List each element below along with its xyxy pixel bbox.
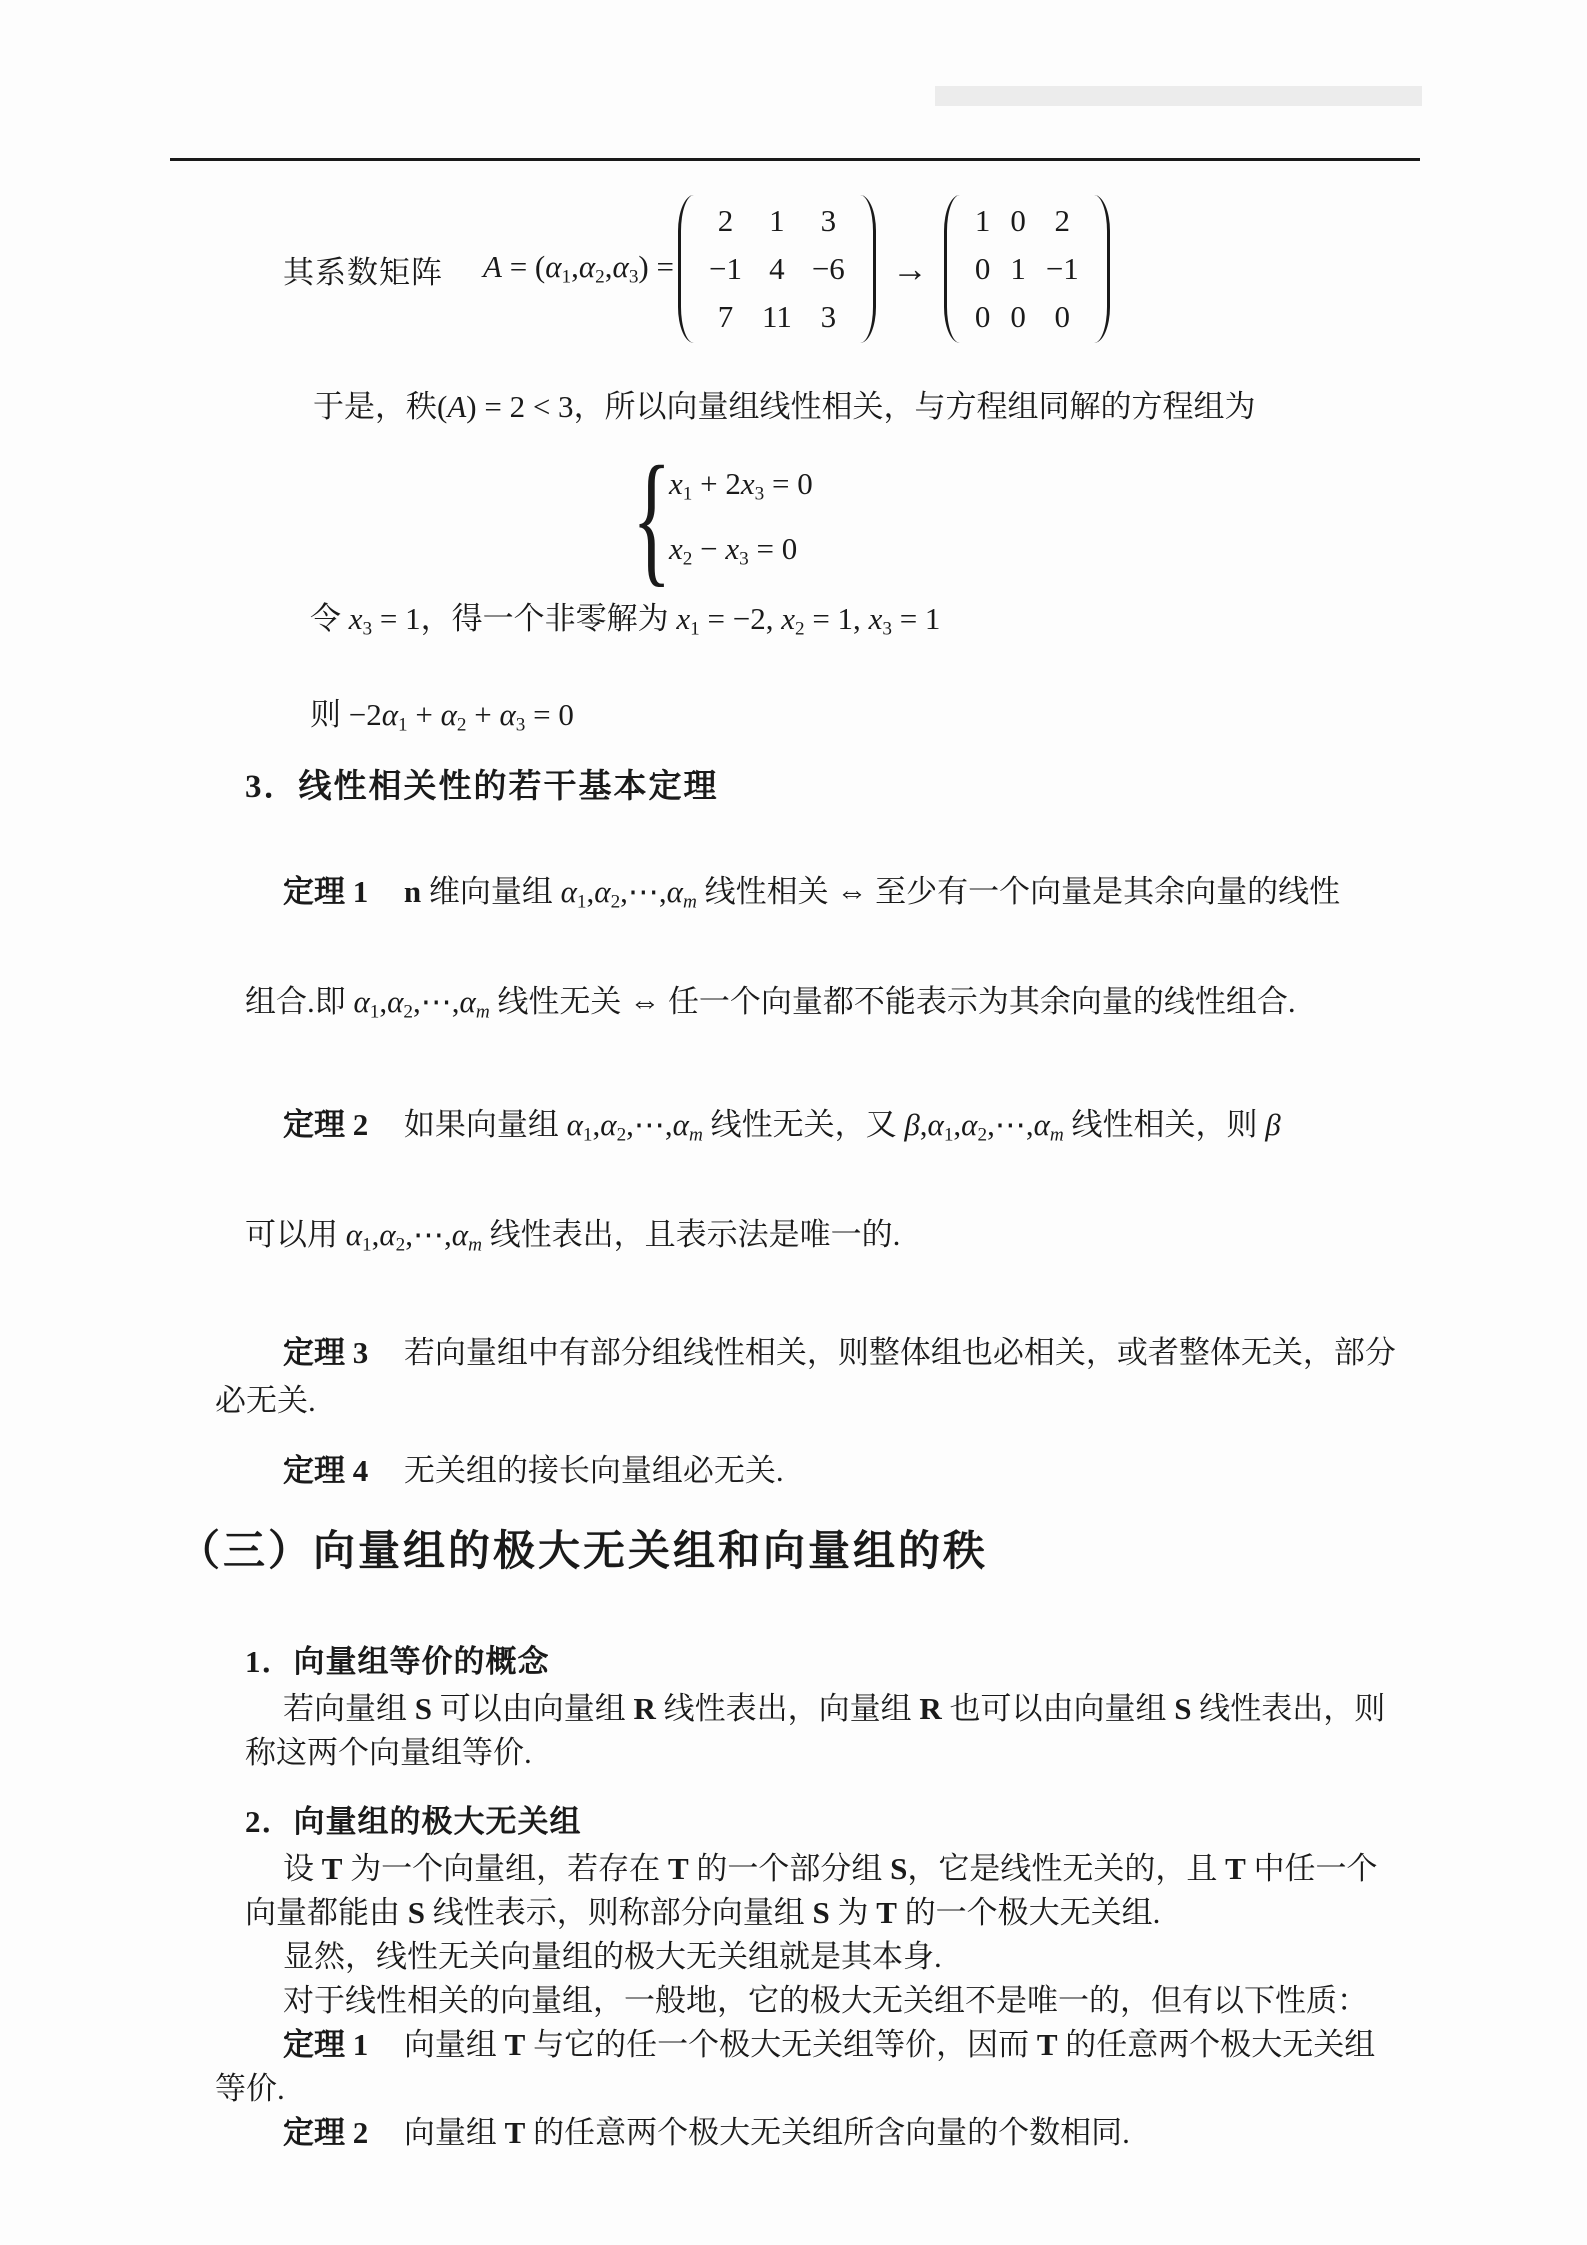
coeff-lhs-formula: $A = (\alpha_1,\alpha_2,\alpha_3)$ = [483,249,674,288]
matrix-original [678,195,876,343]
conclusion-line: 则 $-2\alpha_1 + \alpha_2 + \alpha_3 = 0$ [310,697,574,736]
matrix-cell: −1 [708,251,742,286]
section3-heading: 3．线性相关性的若干基本定理 [245,768,719,805]
document-content [178,0,1420,2155]
matrix-paren-right-icon [1091,195,1110,343]
coefficient-matrix-line [245,195,1420,343]
matrix-cell: 1 [974,203,991,238]
theorem-3: 定理 3 若向量组中有部分组线性相关，则整体组也必相关，或者整体无关，部分 必无关. [215,1335,1396,1419]
matrix-paren-left-icon [944,195,963,343]
matrix-cell: 0 [1010,203,1026,238]
matrix-cell: 0 [1054,299,1071,334]
sub2-paragraph-3: 对于线性相关的向量组，一般地，它的极大无关组不是唯一的，但有以下性质： [283,1983,1368,2019]
matrix-original-cells [697,195,857,343]
matrix-cell: −6 [811,251,845,286]
theorem-1: 定理 1 n 维向量组 $\alpha_1,\alpha_2,\cdots,\alpha m$ 线性相关 ⇔ 至少有一个向量是其余向量的线性 组合.即 $\alpha_1,\alpha_2,\cdots,\alpha m$ 线性无关 ⇔ 任一个向量都不能表示为其余向量的线性组合. [245,873,1341,1023]
matrix-cell: 2 [1054,203,1071,238]
left-brace-icon: { [632,435,672,600]
matrix-paren-left-icon [678,195,697,343]
row-reduce-arrow-icon: → [891,249,928,289]
matrix-cell: 0 [974,299,991,334]
matrix-cell: 0 [1010,299,1026,334]
matrix-cell: 3 [820,203,837,238]
matrix-cell: 0 [974,251,991,286]
coeff-label: 其系数矩阵 [283,254,443,290]
matrix-cell: 2 [717,203,734,238]
matrix-reduced-cells [963,195,1091,343]
matrix-reduced [944,195,1110,343]
sub1-heading: 1．向量组等价的概念 [245,1644,550,1680]
sub2-theorem-2: 定理 2 向量组 T 的任意两个极大无关组所含向量的个数相同. [283,2115,1130,2151]
matrix-cell: 1 [769,203,785,238]
matrix-cell: 3 [820,299,837,334]
equation-system [632,435,1420,600]
sub2-paragraph-2: 显然，线性无关向量组的极大无关组就是其本身. [283,1939,942,1975]
sub2-paragraph-1: 设 T 为一个向量组，若存在 T 的一个部分组 S，它是线性无关的，且 T 中任一个 向量都能由 S 线性表示，则称部分向量组 S 为 T 的一个极大无关组. [245,1851,1378,1931]
solution-line: 令 $x_3 = 1$，得一个非零解为 $x_1 = -2$, $x_2 = 1$, $x_3 = 1$ [310,601,941,640]
matrix-cell: 1 [1010,251,1026,286]
theorem-4: 定理 4 无关组的接长向量组必无关. [283,1453,784,1489]
sub2-theorem-1: 定理 1 向量组 T 与它的任一个极大无关组等价，因而 T 的任意两个极大无关组 等价. [215,2027,1376,2107]
matrix-cell: −1 [1045,251,1079,286]
theorem-2: 定理 2 如果向量组 $\alpha_1,\alpha_2,\cdots,\alpha m$ 线性无关，又 $\beta,\alpha_1,\alpha_2,\cdots,\alpha m$ 线性相关，则 β 可以用 $\alpha_1,\alpha_2,\cdots,\alpha m$ 线性表出，且表示法是唯一的. [245,1106,1281,1256]
matrix-paren-right-icon [857,195,876,343]
equation-row: $x_2 - x_3 = 0$ [669,531,798,570]
matrix-cell: 11 [761,299,792,334]
section-three-heading: （三）向量组的极大无关组和向量组的秩 [178,1529,989,1576]
sub1-paragraph: 若向量组 S 可以由向量组 R 线性表出，向量组 R 也可以由向量组 S 线性表出，则 称这两个向量组等价. [245,1691,1386,1771]
matrix-cell: 7 [717,299,734,334]
matrix-cell: 4 [769,251,785,286]
rank-statement: 于是，秩(A) = 2 < 3，所以向量组线性相关，与方程组同解的方程组为 [313,389,1256,424]
equation-system-rows [669,466,813,571]
equation-row: $x_1 + 2x_3 = 0$ [669,465,813,504]
sub2-heading: 2．向量组的极大无关组 [245,1804,582,1840]
